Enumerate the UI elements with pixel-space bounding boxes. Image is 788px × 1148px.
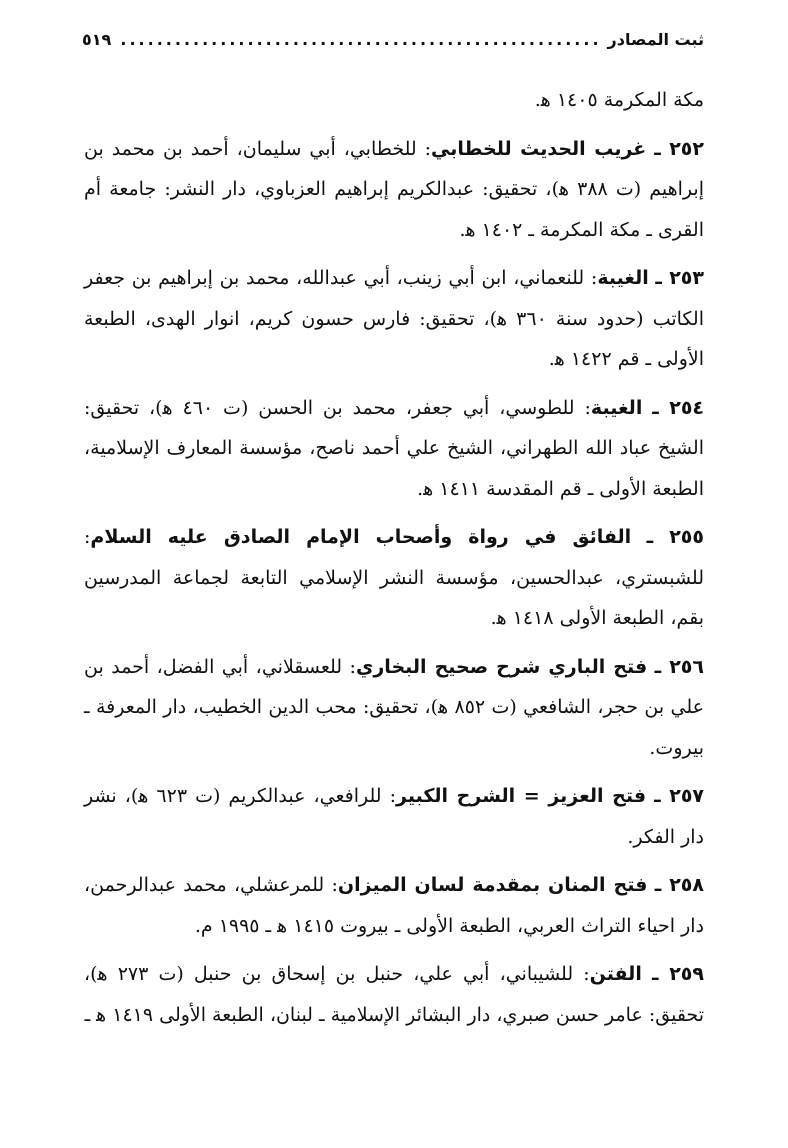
bibliography-entry [84, 517, 704, 639]
entry-title: الفائق في رواة وأصحاب الإمام الصادق عليه السلام [90, 526, 632, 548]
entry-details: : للشيباني، أبي علي، حنبل بن إسحاق بن حنبل (ت ٢٧٣ ﻫ)، تحقيق: عامر حسن صبري، دار البشائر الإسلامية ـ لبنان، الطبعة الأولى ١٤١٩ ﻫ ـ [84, 963, 704, 1026]
entry-number: ٢٥٤ ـ [652, 396, 705, 419]
entry-details: : للشبستري، عبدالحسين، مؤسسة النشر الإسلامي التابعة لجماعة المدرسين بقم، الطبعة الأولى ١٤١٨ ﻫ. [84, 526, 704, 629]
running-head [82, 30, 704, 56]
entry-title: الغيبة [590, 396, 643, 419]
entry-details: : للعسقلاني، أبي الفضل، أحمد بن علي بن حجر، الشافعي (ت ٨٥٢ ﻫ)، تحقيق: محب الدين الخطيب، دار المعرفة ـ بيروت. [84, 655, 705, 759]
entry-details: : للخطابي، أبي سليمان، أحمد بن محمد بن إبراهيم (ت ٣٨٨ ﻫ)، تحقيق: عبدالكريم إبراهيم العزباوي، دار النشر: جامعة أم القرى ـ مكة المكرمة ـ ١٤٠٢ ﻫ. [84, 137, 704, 241]
entry-title: غريب الحديث للخطابي [431, 137, 647, 160]
bibliography-entry [84, 129, 704, 251]
bibliography-entry [84, 647, 704, 769]
entry-title: الغيبة [597, 267, 649, 289]
entry-title: فتح الباري شرح صحيح البخاري [355, 655, 648, 678]
entry-details: : للطوسي، أبي جعفر، محمد بن الحسن (ت ٤٦٠ ﻫ)، تحقيق: الشيخ عباد الله الطهراني، الشيخ علي أحمد ناصح، مؤسسة المعارف الإسلامية، الطبعة الأولى ـ قم المقدسة ١٤١١ ﻫ. [84, 396, 704, 500]
running-head-title: ثبت المصادر [607, 30, 704, 49]
entry-details: : للمرعشلي، محمد عبدالرحمن، دار احياء التراث العربي، الطبعة الأولى ـ بيروت ١٤١٥ ﻫ ـ ١٩٩٥ م. [84, 874, 704, 937]
bibliography-entry [84, 954, 704, 1035]
entry-title: فتح العزيز = الشرح الكبير [396, 785, 647, 807]
page-number: ٥١٩ [82, 30, 112, 49]
entry-title: فتح المنان بمقدمة لسان الميزان [337, 874, 648, 896]
continuation-line: مكة المكرمة ١٤٠٥ ﻫ. [534, 89, 704, 111]
entry-details: : للرافعي، عبدالكريم (ت ٦٢٣ ﻫ)، نشر دار الفكر. [84, 785, 704, 848]
leader-dots [117, 30, 601, 49]
bibliography-list [84, 80, 704, 1043]
entry-number: ٢٥٢ ـ [654, 137, 704, 160]
entry-title: الفتن [589, 963, 642, 985]
entry-number: ٢٥٦ ـ [654, 655, 704, 678]
entry-number: ٢٥٨ ـ [654, 874, 704, 896]
entry-number: ٢٥٧ ـ [654, 785, 705, 807]
entry-number: ٢٥٣ ـ [655, 267, 704, 289]
bibliography-entry [84, 258, 704, 380]
bibliography-entry [84, 776, 704, 857]
bibliography-entry [84, 388, 704, 510]
bibliography-entry [84, 865, 704, 946]
entry-details: : للنعماني، ابن أبي زينب، أبي عبدالله، محمد بن إبراهيم بن جعفر الكاتب (حدود سنة ٣٦٠ ﻫ)، تحقيق: فارس حسون كريم، انوار الهدى، الطبعة الأولى ـ قم ١٤٢٢ ﻫ. [84, 267, 704, 370]
entry-number: ٢٥٩ ـ [651, 963, 704, 985]
entry-number: ٢٥٥ ـ [646, 526, 704, 548]
